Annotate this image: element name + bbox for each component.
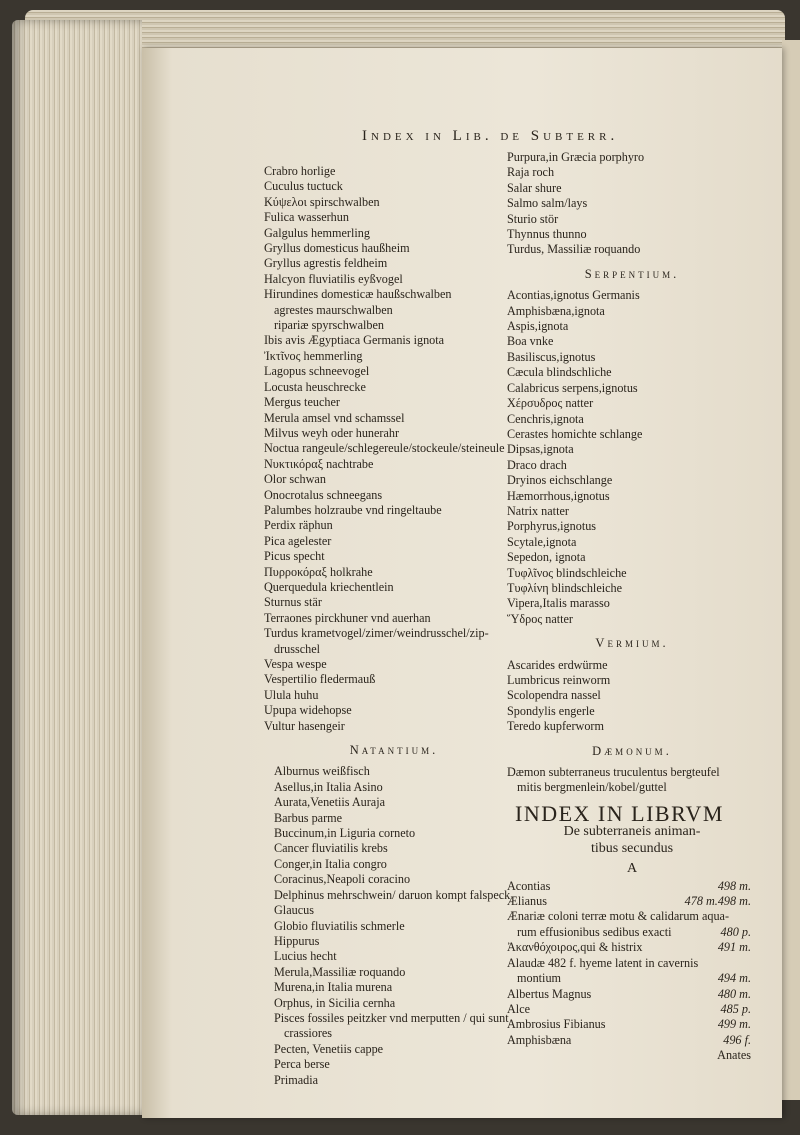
index-entry: Teredo kupferworm (507, 719, 604, 734)
index-entry: Sturnus stär (264, 595, 322, 610)
index-term: Alce (507, 1001, 531, 1016)
index-entry: Vespa wespe (264, 657, 327, 671)
index-entry: Dryinos eichschlange (507, 473, 613, 488)
index-entry: Primadia (274, 1072, 319, 1087)
running-title: Index in Lib. de Subterr. (362, 128, 619, 144)
index-entry: Sepedon, ignota (507, 550, 586, 565)
index-entry: Thynnus thunno (507, 227, 587, 242)
index-entry: Acontias,ignotus Germanis (507, 288, 640, 303)
index-entry: Ulula huhu (264, 687, 319, 702)
index-entry: Hippurus (274, 933, 320, 948)
index-entry: Aspis,ignota (507, 319, 569, 334)
index-entry: Noctua rangeule/schlegereule/stockeule/steineule (264, 441, 505, 456)
index-entry: Pisces fossiles peitzker vnd merputten / qui sunt (274, 1010, 509, 1025)
index-entry: Barbus parme (274, 810, 343, 825)
index-entry: Crabro horlige (264, 164, 336, 178)
index-entry: Glaucus (274, 903, 314, 918)
index-entry: agrestes maurschwalben (274, 302, 393, 317)
natantium-heading: Natantium. (349, 743, 439, 758)
index-entry: Upupa widehopse (264, 703, 352, 718)
index-entry: Orphus, in Sicilia cernha (274, 995, 396, 1010)
index-entry: ripariæ spyrschwalben (274, 318, 384, 333)
top-entries-list (507, 150, 757, 258)
index-page-ref (751, 909, 757, 924)
index-page-ref: 478 m.498 m. (684, 894, 751, 909)
index-page-ref: 498 m. (717, 878, 751, 893)
index-entry: Mergus teucher (264, 395, 340, 410)
catchword: Anates (717, 1048, 751, 1063)
index-entry: Pica agelester (264, 533, 332, 548)
index-entry: Sturio stör (507, 211, 559, 226)
index-entry: Globio fluviatilis schmerle (274, 918, 405, 933)
index-entry: Gryllus domesticus haußheim (264, 241, 410, 256)
index-row (507, 894, 757, 909)
index-term: Albertus Magnus (507, 986, 592, 1001)
index-entry: Νυκτικόραξ nachtrabe (264, 456, 374, 471)
index-entry: Basiliscus,ignotus (507, 349, 596, 364)
index-entry: Dæmon subterraneus truculentus bergteufel (507, 765, 720, 780)
index-term: Amphisbæna (507, 1032, 572, 1047)
index-entry: Halcyon fluviatilis eyßvogel (264, 271, 403, 286)
index-entry: Merula amsel vnd schamssel (264, 410, 405, 425)
left-column (264, 164, 524, 1088)
daemonum-heading: Dæmonum. (592, 743, 672, 758)
index-row (507, 1033, 757, 1048)
index-entry: Olor schwan (264, 472, 326, 487)
vermium-heading: Vermium. (595, 636, 669, 651)
index-entry: Draco drach (507, 457, 567, 472)
index-entry: Hirundines domesticæ haußschwalben (264, 287, 452, 302)
index-entry: Perdix räphun (264, 518, 333, 533)
index-entry: Κύψελοι spirschwalben (264, 194, 380, 209)
index-row (507, 956, 757, 971)
index-entry: Purpura,in Græcia porphyro (507, 150, 645, 164)
index-subtitle-line-1: De subterraneis animan- (563, 824, 701, 840)
index-entry: Cæcula blindschliche (507, 365, 612, 380)
index-entry: Gryllus agrestis feldheim (264, 256, 388, 271)
index-entry: Cancer fluviatilis krebs (274, 841, 388, 856)
serpentium-list (507, 288, 757, 627)
index-entry: Vespertilio fledermauß (264, 672, 376, 687)
index-entry: Cenchris,ignota (507, 411, 584, 426)
index-row (507, 971, 757, 986)
index-entry: Natrix natter (507, 503, 569, 518)
index-entry: Buccinum,in Liguria corneto (274, 826, 416, 841)
index-entry: Vultur hasengeir (264, 718, 345, 733)
index-entry: Alburnus weißfisch (274, 764, 370, 779)
index-term: Ἀκανθόχοιρος,qui & histrix (507, 940, 643, 955)
index-term: Ælianus (507, 894, 547, 909)
index-row (507, 987, 757, 1002)
index-page-ref: 494 m. (717, 971, 751, 986)
index-entry: Milvus weyh oder hunerahr (264, 425, 400, 440)
index-entry: Boa vnke (507, 334, 554, 349)
index-entry: Turdus, Massiliæ roquando (507, 242, 641, 257)
index-page-ref: 480 p. (720, 924, 751, 939)
index-entry: Terraones pirckhuner vnd auerhan (264, 610, 431, 625)
index-row (507, 940, 757, 955)
index-entry: Asellus,in Italia Asino (274, 779, 383, 794)
index-entry: Salmo salm/lays (507, 196, 588, 211)
index-entry: Aurata,Venetiis Auraja (274, 795, 386, 810)
index-letter: A (626, 861, 638, 877)
index-entry: Turdus krametvogel/zimer/weindrusschel/zip- (264, 626, 489, 641)
right-column (507, 150, 757, 1064)
index-row (507, 1017, 757, 1032)
index-entry: Salar shure (507, 180, 562, 195)
index-entry: Lumbricus reinworm (507, 673, 611, 687)
index-entry: Ἰκτῖνος hemmerling (264, 348, 363, 363)
index-term: Ambrosius Fibianus (507, 1017, 606, 1032)
index-entry: Palumbes holzraube vnd ringeltaube (264, 502, 442, 517)
index-entry: Fulica wasserhun (264, 210, 349, 225)
index-entry: Vipera,Italis marasso (507, 596, 610, 611)
daemonum-list (507, 765, 757, 796)
index-page-ref: 480 m. (717, 986, 751, 1001)
serpentium-heading: Serpentium. (584, 266, 680, 281)
index-entry: drusschel (274, 641, 321, 656)
index-entry: Locusta heuschrecke (264, 379, 366, 394)
index-entries-list (507, 879, 757, 1048)
index-entry: Lagopus schneevogel (264, 364, 370, 379)
index-entry: Murena,in Italia murena (274, 980, 393, 995)
index-entry: Picus specht (264, 549, 325, 564)
birds-list (264, 164, 524, 734)
index-entry: Porphyrus,ignotus (507, 519, 597, 534)
index-entry: Ὕδρος natter (507, 611, 573, 626)
index-row (507, 879, 757, 894)
index-entry: Coracinus,Neapoli coracino (274, 872, 411, 887)
natantium-list (264, 764, 524, 1088)
index-entry: Scytale,ignota (507, 534, 577, 549)
index-entry: Ascarides erdwürme (507, 657, 608, 672)
index-entry: Galgulus hemmerling (264, 225, 370, 240)
index-entry: crassiores (284, 1026, 333, 1041)
index-entry: Τυφλῖνος blindschleiche (507, 565, 627, 580)
index-page-ref: 496 f. (723, 1032, 751, 1047)
index-term: Acontias (507, 878, 551, 893)
index-entry: Onocrotalus schneegans (264, 487, 383, 502)
index-entry: Conger,in Italia congro (274, 856, 387, 871)
index-entry: Cuculus tuctuck (264, 179, 343, 194)
index-page-ref: 491 m. (717, 940, 751, 955)
index-entry: Hæmorrhous,ignotus (507, 488, 610, 503)
index-entry: Ibis avis Ægyptiaca Germanis ignota (264, 333, 445, 348)
index-page-ref: 485 p. (720, 1001, 751, 1016)
index-entry: Scolopendra nassel (507, 688, 601, 703)
index-entry: Πυρροκόραξ holkrahe (264, 564, 373, 579)
index-subtitle-line-2: tibus secundus (590, 841, 674, 857)
index-entry: Delphinus mehrschwein/ daruon kompt falspeck (274, 887, 511, 902)
index-term: Alaudæ 482 f. hyeme latent in cavernis (507, 955, 699, 970)
index-entry: Dipsas,ignota (507, 442, 574, 457)
index-term: rum effusionibus sedibus exacti (517, 924, 672, 939)
book-page-edges (12, 20, 142, 1115)
index-entry: mitis bergmenlein/kobel/guttel (517, 780, 667, 795)
index-entry: Τυφλίνη blindschleiche (507, 580, 623, 595)
index-entry: Calabricus serpens,ignotus (507, 380, 638, 395)
index-entry: Spondylis engerle (507, 703, 595, 718)
index-entry: Χέρσυδρος natter (507, 396, 594, 411)
index-entry: Pecten, Venetiis cappe (274, 1041, 384, 1056)
index-page-ref: 499 m. (717, 1017, 751, 1032)
index-entry: Amphisbæna,ignota (507, 303, 605, 318)
index-entry: Lucius hecht (274, 949, 337, 964)
index-title: INDEX IN LIBRVM (515, 800, 724, 826)
index-term: Ænariæ coloni terræ motu & calidarum aqua- (507, 909, 730, 924)
index-row (507, 909, 757, 924)
index-entry: Cerastes homichte schlange (507, 426, 643, 441)
index-entry: Perca berse (274, 1057, 330, 1072)
index-entry: Querquedula kriechentlein (264, 579, 394, 594)
index-entry: Raja roch (507, 165, 555, 180)
facing-page-edge (782, 40, 800, 1100)
index-row (507, 925, 757, 940)
vermium-list (507, 658, 757, 735)
index-entry: Merula,Massiliæ roquando (274, 964, 406, 979)
index-row (507, 1002, 757, 1017)
index-term: montium (517, 971, 562, 986)
index-page-ref (751, 956, 757, 971)
